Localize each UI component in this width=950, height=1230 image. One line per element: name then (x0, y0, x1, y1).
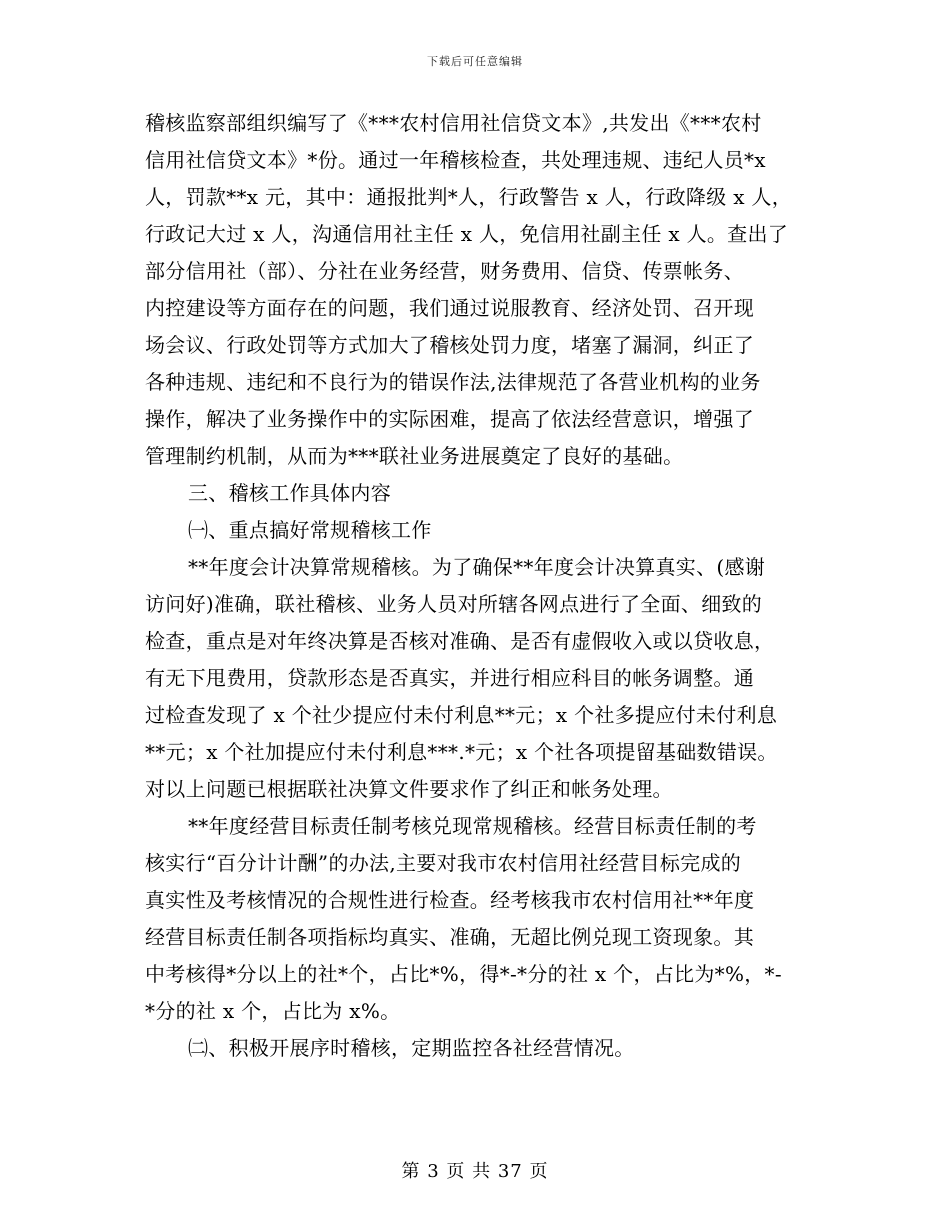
paragraph-line: 真实性及考核情况的合规性进行检查。经考核我市农村信用社**年度 (145, 888, 755, 912)
paragraph-line: **年度经营目标责任制考核兑现常规稽核。经营目标责任制的考 (188, 814, 757, 838)
paragraph-line: **年度会计决算常规稽核。为了确保**年度会计决算真实、(感谢 (188, 555, 766, 579)
paragraph-line: 过检查发现了 x 个社少提应付未付利息**元；x 个社多提应付未付利息 (145, 703, 778, 727)
paragraph-line: 经营目标责任制各项指标均真实、准确，无超比例兑现工资现象。其 (145, 925, 754, 949)
paragraph-line: 中考核得*分以上的社*个，占比*%，得*-*分的社 x 个，占比为*%，*- (145, 962, 782, 986)
paragraph-line: 部分信用社（部）、分社在业务经营，财务费用、信贷、传票帐务、 (145, 259, 744, 283)
paragraph-line: 内控建设等方面存在的问题，我们通过说服教育、经济处罚、召开现 (145, 296, 754, 320)
paragraph-line: 信用社信贷文本》*份。通过一年稽核检查，共处理违规、违纪人员*x (145, 148, 766, 172)
paragraph-line: 核实行“百分计计酬”的办法,主要对我市农村信用社经营目标完成的 (145, 851, 742, 875)
page-header-note: 下载后可任意编辑 (427, 55, 523, 68)
paragraph-line: *分的社 x 个，占比为 x%。 (145, 999, 401, 1023)
document-body (145, 105, 810, 1067)
paragraph-line: 操作，解决了业务操作中的实际困难，提高了依法经营意识，增强了 (145, 407, 754, 431)
paragraph-line: 人，罚款**x 元，其中：通报批判*人，行政警告 x 人，行政降级 x 人， (145, 185, 793, 209)
section-heading: 三、稽核工作具体内容 (188, 481, 391, 505)
subsection-heading: ㈠、重点搞好常规稽核工作 (188, 518, 432, 542)
paragraph-line: 访问好)准确，联社稽核、业务人员对所辖各网点进行了全面、细致的 (145, 592, 763, 616)
paragraph-line: 管理制约机制，从而为***联社业务进展奠定了良好的基础。 (145, 444, 684, 468)
page-number: 第 3 页 共 37 页 (401, 1161, 549, 1182)
paragraph-line: 检查，重点是对年终决算是否核对准确、是否有虚假收入或以贷收息， (145, 629, 775, 653)
paragraph-line: 行政记大过 x 人，沟通信用社主任 x 人，免信用社副主任 x 人。查出了 (145, 222, 789, 246)
subsection-heading: ㈡、积极开展序时稽核，定期监控各社经营情况。 (188, 1036, 635, 1060)
paragraph-line: 场会议、行政处罚等方式加大了稽核处罚力度，堵塞了漏洞，纠正了 (145, 333, 754, 357)
paragraph-line: 有无下甩费用，贷款形态是否真实，并进行相应科目的帐务调整。通 (145, 666, 754, 690)
paragraph-line: **元；x 个社加提应付未付利息***.*元；x 个社各项提留基础数错误。 (145, 740, 778, 764)
paragraph-line: 各种违规、违纪和不良行为的错误作法,法律规范了各营业机构的业务 (145, 370, 761, 394)
paragraph-line: 对以上问题已根据联社决算文件要求作了纠正和帐务处理。 (145, 777, 673, 801)
paragraph-line: 稽核监察部组织编写了《***农村信用社信贷文本》,共发出《***农村 (145, 111, 762, 135)
